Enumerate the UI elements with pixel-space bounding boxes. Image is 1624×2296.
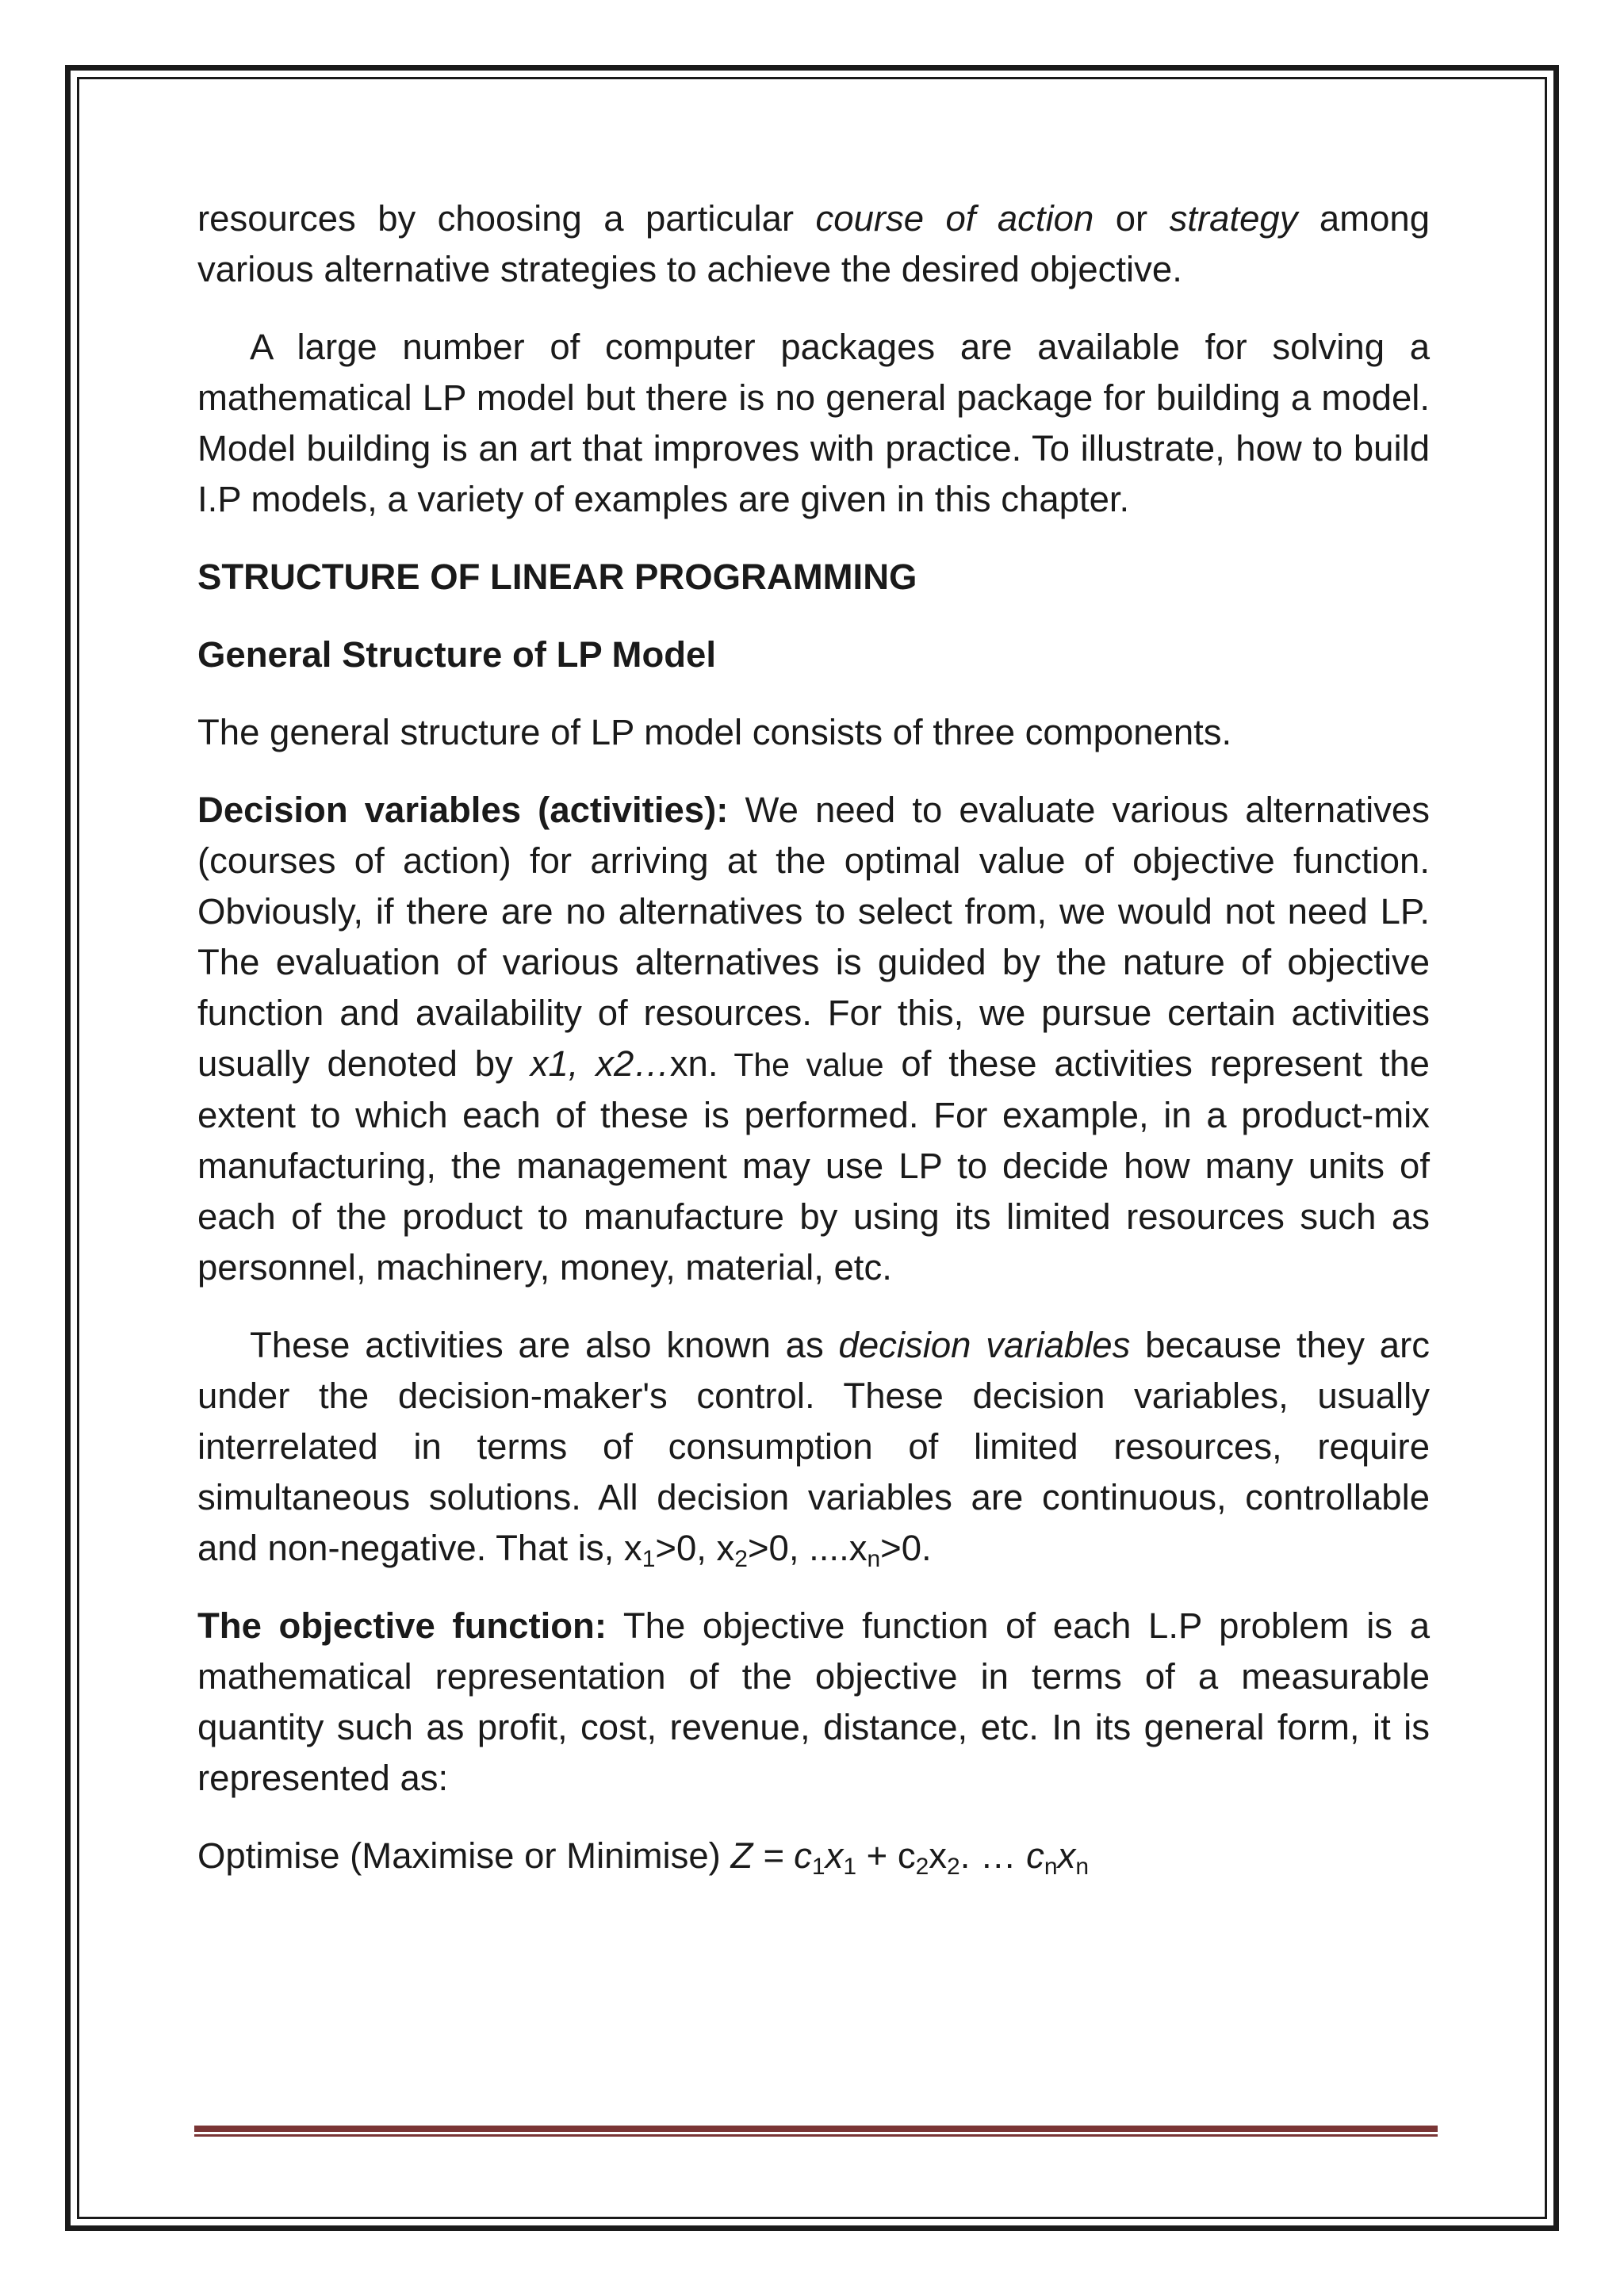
text: because they arc under the decision-maker's control. These decision variables, usually interrelated in terms of consumption of limited resources, require simultaneous solutions. All decision variables are continuous, controllable and non-negative. That is, x bbox=[197, 1325, 1430, 1568]
subscript: 1 bbox=[843, 1854, 856, 1880]
paragraph-3: The general structure of LP model consists of three components. bbox=[197, 712, 1232, 752]
text: resources by choosing a particular bbox=[197, 198, 816, 239]
formula-term: x bbox=[825, 1835, 844, 1876]
text: >0, x bbox=[655, 1528, 735, 1568]
text: or bbox=[1094, 198, 1170, 239]
subscript: n bbox=[867, 1546, 881, 1572]
subscript: n bbox=[1075, 1854, 1090, 1880]
emphasis: x1, x2… bbox=[530, 1043, 670, 1084]
paragraph-1 bbox=[197, 193, 1430, 295]
objective-formula bbox=[197, 1831, 1430, 1881]
paragraph-objective-function bbox=[197, 1601, 1430, 1804]
subscript: 1 bbox=[811, 1854, 825, 1880]
paragraph-2: A large number of computer packages are available for solving a mathematical LP model but there is no general package for building a model. Model building is an art that improves with practice. To illustrate, how to build I.P models, a variety of examples are given in this chapter. bbox=[197, 327, 1430, 519]
paragraph-decision-variables bbox=[197, 785, 1430, 1293]
text: >0. bbox=[880, 1528, 932, 1568]
subsection-heading: General Structure of LP Model bbox=[197, 634, 716, 675]
term-label: Decision variables (activities): bbox=[197, 790, 729, 830]
text: These activities are also known as bbox=[250, 1325, 839, 1365]
text: xn. bbox=[669, 1043, 718, 1084]
section-heading: STRUCTURE OF LINEAR PROGRAMMING bbox=[197, 557, 917, 597]
text: The value bbox=[718, 1047, 884, 1083]
formula-term: x bbox=[1057, 1835, 1076, 1876]
emphasis: strategy bbox=[1169, 198, 1298, 239]
subscript: 1 bbox=[642, 1546, 656, 1572]
emphasis: course of action bbox=[815, 198, 1094, 239]
footer-rule bbox=[194, 2126, 1438, 2132]
formula-term: Z = c bbox=[730, 1835, 812, 1876]
text: of these activities represent the extent to which each of these is performed. For example, in a product-mix manufacturing, the management may use LP to decide how many units of each of the product to manufacture by using its limited resources such as personnel, machinery, money, material, etc. bbox=[197, 1043, 1430, 1288]
paragraph-5 bbox=[197, 1320, 1430, 1574]
subscript: 2 bbox=[734, 1546, 748, 1572]
subscript: 2 bbox=[947, 1854, 960, 1880]
emphasis: decision variables bbox=[838, 1325, 1131, 1365]
footer-rule-thin bbox=[194, 2134, 1438, 2137]
text: . … bbox=[959, 1835, 1027, 1876]
text: x bbox=[929, 1835, 948, 1876]
formula-term: c bbox=[1026, 1835, 1044, 1876]
term-label: The objective function: bbox=[197, 1605, 607, 1646]
subscript: n bbox=[1044, 1854, 1058, 1880]
text: >0, ....x bbox=[747, 1528, 868, 1568]
subscript: 2 bbox=[915, 1854, 929, 1880]
text: among various alternative strategies to achieve the desired objective. bbox=[197, 198, 1431, 289]
text: We need to evaluate various alternatives (courses of action) for arriving at the optimal value of objective function. Obviously, if there are no alternatives to select from, we would not need LP. The evaluation of various alternatives is guided by the nature of objective function and availability of resources. For this, we pursue certain activities usually denoted by bbox=[197, 790, 1430, 1084]
text: The objective function of each L.P problem is a mathematical representation of the objective in terms of a measurable quantity such as profit, cost, revenue, distance, etc. In its general form, it is represented as: bbox=[197, 1605, 1431, 1798]
page-content bbox=[197, 193, 1430, 1908]
text: + c bbox=[856, 1835, 916, 1876]
text: Optimise (Maximise or Minimise) bbox=[197, 1835, 731, 1876]
